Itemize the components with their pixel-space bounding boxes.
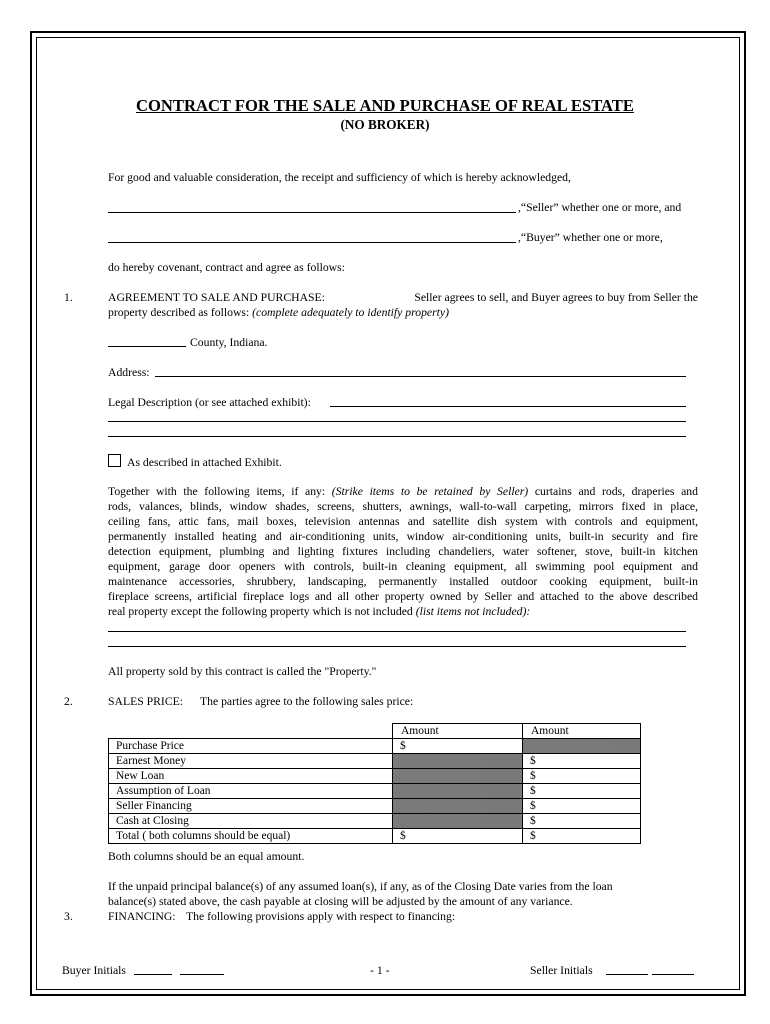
buyer-initials-field-1[interactable] — [134, 974, 172, 975]
equal-columns-note: Both columns should be an equal amount. — [108, 850, 305, 863]
shaded-cell — [393, 814, 523, 829]
shaded-cell — [393, 769, 523, 784]
row-label-cash-at-closing: Cash at Closing — [109, 814, 393, 829]
shaded-cell — [393, 784, 523, 799]
table-header-row — [109, 724, 641, 739]
variance-text-line-2: balance(s) stated above, the cash payable at closing will be adjusted by the amount of any variance. — [108, 895, 573, 908]
buyer-initials-label: Buyer Initials — [62, 964, 126, 977]
table-row — [109, 739, 641, 754]
excluded-items-field-1[interactable] — [108, 631, 686, 632]
section-1-heading: AGREEMENT TO SALE AND PURCHASE: — [108, 291, 325, 304]
shaded-cell — [393, 799, 523, 814]
section-1-number: 1. — [64, 291, 73, 304]
included-items-paragraph — [108, 484, 698, 619]
section-1-text: Seller agrees to sell, and Buyer agrees to buy from Seller the — [414, 291, 698, 304]
document-subtitle: (NO BROKER) — [340, 117, 430, 132]
legal-description-field-2[interactable] — [108, 421, 686, 422]
table-row — [109, 814, 641, 829]
seller-label: ,“Seller” whether one or more, and — [518, 201, 682, 214]
sales-price-table — [108, 723, 641, 844]
items-line: equipment, garage door openers with controls, built-in cleaning equipment, all swimming pool equipment and — [108, 560, 698, 573]
section-3-number: 3. — [64, 910, 73, 923]
purchase-price-amount-field[interactable]: $ — [393, 739, 523, 754]
table-header-blank — [109, 724, 393, 739]
row-label-assumption-of-loan: Assumption of Loan — [109, 784, 393, 799]
earnest-money-amount-field[interactable]: $ — [523, 754, 641, 769]
property-definition: All property sold by this contract is called the "Property." — [108, 665, 377, 678]
intro-text: For good and valuable consideration, the receipt and sufficiency of which is hereby acknowledged, — [108, 171, 571, 184]
table-header-amount-2: Amount — [523, 724, 641, 739]
cash-at-closing-amount-field[interactable]: $ — [523, 814, 641, 829]
items-line: ceiling fans, attic fans, mail boxes, television antennas and satellite dish system with controls and equipment, — [108, 515, 698, 528]
items-line: rods, valances, blinds, window shades, screens, shutters, awnings, wall-to-wall carpeting, mirrors fixed in place, — [108, 500, 698, 513]
section-3-heading: FINANCING: — [108, 910, 176, 923]
shaded-cell — [523, 739, 641, 754]
section-2-heading: SALES PRICE: — [108, 695, 184, 708]
new-loan-amount-field[interactable]: $ — [523, 769, 641, 784]
address-field[interactable] — [155, 376, 686, 377]
items-line: permanently installed heating and air-conditioning units, window air-conditioning units, built-in security and fire — [108, 530, 698, 543]
shaded-cell — [393, 754, 523, 769]
seller-initials-label: Seller Initials — [530, 964, 593, 977]
buyer-initials-field-2[interactable] — [180, 974, 224, 975]
seller-financing-amount-field[interactable]: $ — [523, 799, 641, 814]
table-row — [109, 754, 641, 769]
section-1-property-line — [108, 305, 449, 320]
total-amount-field-1[interactable]: $ — [393, 829, 523, 844]
legal-description-field-1[interactable] — [330, 406, 686, 407]
table-row — [109, 829, 641, 844]
covenant-text: do hereby covenant, contract and agree as follows: — [108, 261, 345, 274]
row-label-seller-financing: Seller Financing — [109, 799, 393, 814]
total-amount-field-2[interactable]: $ — [523, 829, 641, 844]
exhibit-checkbox[interactable] — [108, 454, 121, 467]
legal-description-label: Legal Description (or see attached exhibit): — [108, 396, 311, 409]
seller-name-field[interactable] — [108, 212, 516, 213]
excluded-items-field-2[interactable] — [108, 646, 686, 647]
document-title: CONTRACT FOR THE SALE AND PURCHASE OF REAL ESTATE — [136, 96, 634, 115]
seller-initials-field-1[interactable] — [606, 974, 648, 975]
section-1-property-instruction: (complete adequately to identify property) — [252, 306, 449, 319]
section-1-property-text: property described as follows: — [108, 306, 253, 319]
row-label-earnest-money: Earnest Money — [109, 754, 393, 769]
page-number: - 1 - — [370, 964, 390, 977]
items-line: detection equipment, plumbing and lighting fixtures including chandeliers, water softener, stove, built-in kitchen — [108, 545, 698, 558]
section-3-text: The following provisions apply with respect to financing: — [186, 910, 456, 923]
table-row — [109, 769, 641, 784]
items-line: Together with the following items, if any: (Strike items to be retained by Seller) curtains and rods, draperies and — [108, 485, 698, 498]
assumption-of-loan-amount-field[interactable]: $ — [523, 784, 641, 799]
section-2-text: The parties agree to the following sales price: — [200, 695, 414, 708]
row-label-new-loan: New Loan — [109, 769, 393, 784]
exhibit-label: As described in attached Exhibit. — [127, 456, 282, 469]
items-line: fireplace screens, artificial fireplace logs and all other property owned by Seller and attached to the above described — [108, 590, 698, 603]
legal-description-field-3[interactable] — [108, 436, 686, 437]
row-label-total: Total ( both columns should be equal) — [109, 829, 393, 844]
address-label: Address: — [108, 366, 150, 379]
row-label-purchase-price: Purchase Price — [109, 739, 393, 754]
table-row — [109, 799, 641, 814]
buyer-name-field[interactable] — [108, 242, 516, 243]
items-line: real property except the following property which is not included (list items not included): — [108, 605, 531, 618]
section-2-number: 2. — [64, 695, 73, 708]
variance-text-line-1: If the unpaid principal balance(s) of any assumed loan(s), if any, as of the Closing Date varies from the loan — [108, 880, 613, 893]
table-header-amount-1: Amount — [393, 724, 523, 739]
table-row — [109, 784, 641, 799]
county-field[interactable] — [108, 346, 186, 347]
county-label: County, Indiana. — [190, 336, 268, 349]
items-line: maintenance accessories, shrubbery, landscaping, permanently installed outdoor cooking equipment, built-in — [108, 575, 698, 588]
seller-initials-field-2[interactable] — [652, 974, 694, 975]
buyer-label: ,“Buyer” whether one or more, — [518, 231, 663, 244]
